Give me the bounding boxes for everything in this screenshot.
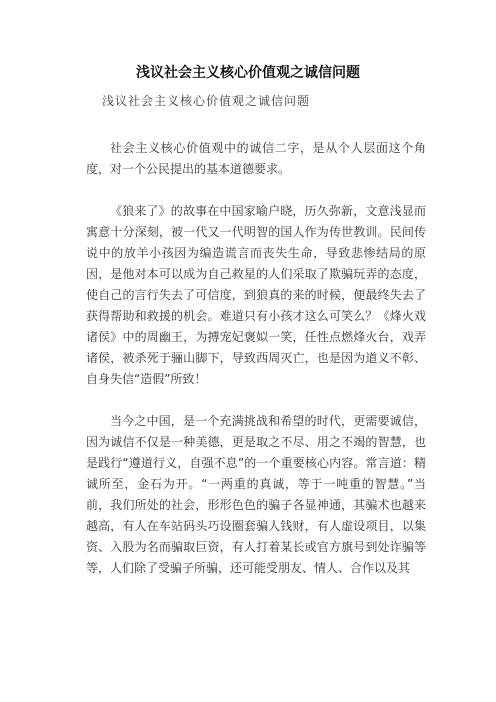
document-title: 浅议社会主义核心价值观之诚信问题	[136, 65, 360, 81]
paragraph-2: 《狼来了》的故事在中国家喻户晓，历久弥新，文意浅显而寓意十分深刻，被一代又一代明智的国人作为传世教训。民间传说中的放羊小孩因为编造谎言而丧失生命，导致悲惨结局的原因，是他对本可以成为自己救星的人们采取了欺骗玩弄的态度，使自己的言行失去了可信度，到狼真的来的时候，便最终失去了获得帮助和救援的机会。难道只有小孩才这么可笑么？《烽火戏诸侯》中的周幽王，为搏宠妃褒姒一笑，任性点燃烽火台，戏弄诸侯，被杀死于骊山脚下，导致西周灭亡，也是因为道义不彰、自身失信“造假”所致！	[86, 204, 426, 386]
paragraph-1: 社会主义核心价值观中的诚信二字，是从个人层面这个角度，对一个公民提出的基本道德要求。	[86, 141, 426, 176]
document-body	[86, 138, 426, 579]
paragraph-3: 当今之中国，是一个充满挑战和希望的时代，更需要诚信，因为诚信不仅是一种美德，更是取之不尽、用之不竭的智慧，也是践行“遵道行义，自强不息”的一个重要核心内容。常言道：精诚所至，金石为开。“一两重的真诚，等于一吨重的智慧。”当前，我们所处的社会，形形色色的骗子各显神通，其骗术也越来越高，有人在车站码头巧设圈套骗人钱财，有人虚设项目，以集资、入股为名而骗取巨资，有人打着某长或官方旗号到处诈骗等等，人们除了受骗子所骗，还可能受朋友、情人、合作以及其	[86, 414, 426, 575]
document-subtitle: 浅议社会主义核心价值观之诚信问题	[102, 94, 311, 108]
